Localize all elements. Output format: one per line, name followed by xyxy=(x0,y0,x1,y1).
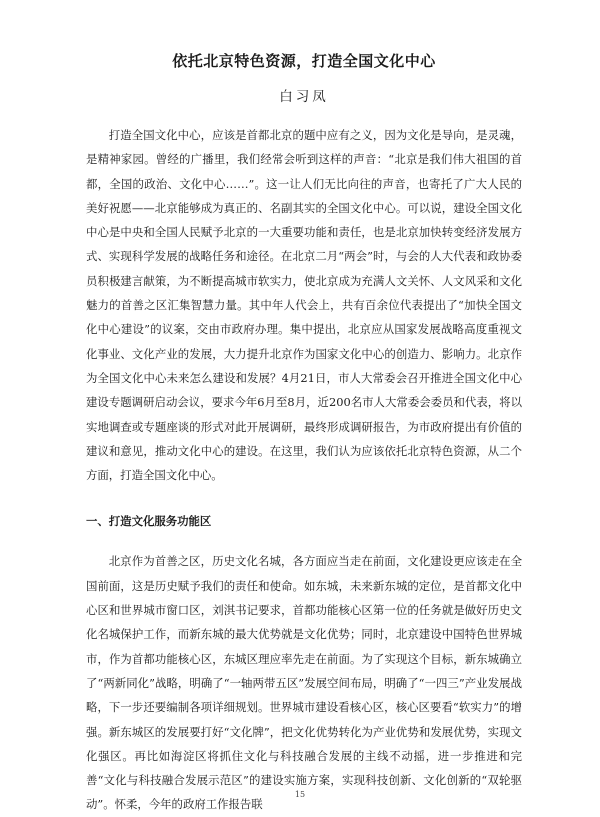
document-author: 白习凤 xyxy=(279,89,329,105)
body-paragraph: 打造全国文化中心，应该是首都北京的题中应有之义，因为文化是导向，是灵魂，是精神家园。曾经的广播里，我们经常会听到这样的声音：“北京是我们伟大祖国的首都，全国的政治、文化中心……”。这一让人们无比向往的声音，也寄托了广大人民的美好祝愿——北京能够成为真正的、名副其实的全国文化中心。可以说，建设全国文化中心是中央和全国人民赋予北京的一大重要功能和责任，也是北京加快转变经济发展方式、实现科学发展的战略任务和途径。在北京二月“两会”时，与会的人大代表和政协委员积极建言献策，为不断提高城市软实力，使北京成为充满人文关怀、人文风采和文化魅力的首善之区汇集智慧力量。其中年人代会上，共有百余位代表提出了“加快全国文化中心建设”的议案，交由市政府办理。集中提出，北京应从国家发展战略高度重视文化事业、文化产业的发展，大力提升北京作为国家文化中心的创造力、影响力。北京作为全国文化中心未来怎么建设和发展？4月21日，市人大常委会召开推进全国文化中心建设专题调研启动会议，要求今年6月至8月，近200名市人大常委会委员和代表，将以实地调查或专题座谈的形式对此开展调研，最终形成调研报告，为市政府提出有价值的建议和意见，推动文化中心的建设。在这里，我们认为应该依托北京特色资源，从二个方面，打造全国文化中心。 xyxy=(86,128,522,483)
page-number: 15 xyxy=(294,790,306,799)
section-heading: 一、打造文化服务功能区 xyxy=(86,514,212,529)
body-paragraph: 北京作为首善之区，历史文化名城，各方面应当走在前面，文化建设更应该走在全国前面，这是历史赋予我们的责任和使命。如东城，未来新东城的定位，是首都文化中心区和世界城市窗口区，刘淇书记要求，首都功能核心区第一位的任务就是做好历史文化名城保护工作，而新东城的最大优势就是文化优势；同时，北京建设中国特色世界城市，作为首都功能核心区，东城区理应率先走在前面。为了实现这个目标，新东城确立了“两新同化”战略，明确了“一轴两带五区”发展空间布局，明确了“一四三”产业发展战略，下一步还要编制各项详细规划。世界城市建设看核心区，核心区要看“软实力”的增强。新东城区的发展要打好“文化牌”，把文化优势转化为产业优势和发展优势，实现文化强区。再比如海淀区将抓住文化与科技融合发展的主线不动摇，进一步推进和完善“文化与科技融合发展示范区”的建设实施方案，实现科技创新、文化创新的“双轮驱动”。怀柔，今年的政府工作报告联 xyxy=(86,554,522,812)
document-title: 依托北京特色资源，打造全国文化中心 xyxy=(172,52,436,70)
